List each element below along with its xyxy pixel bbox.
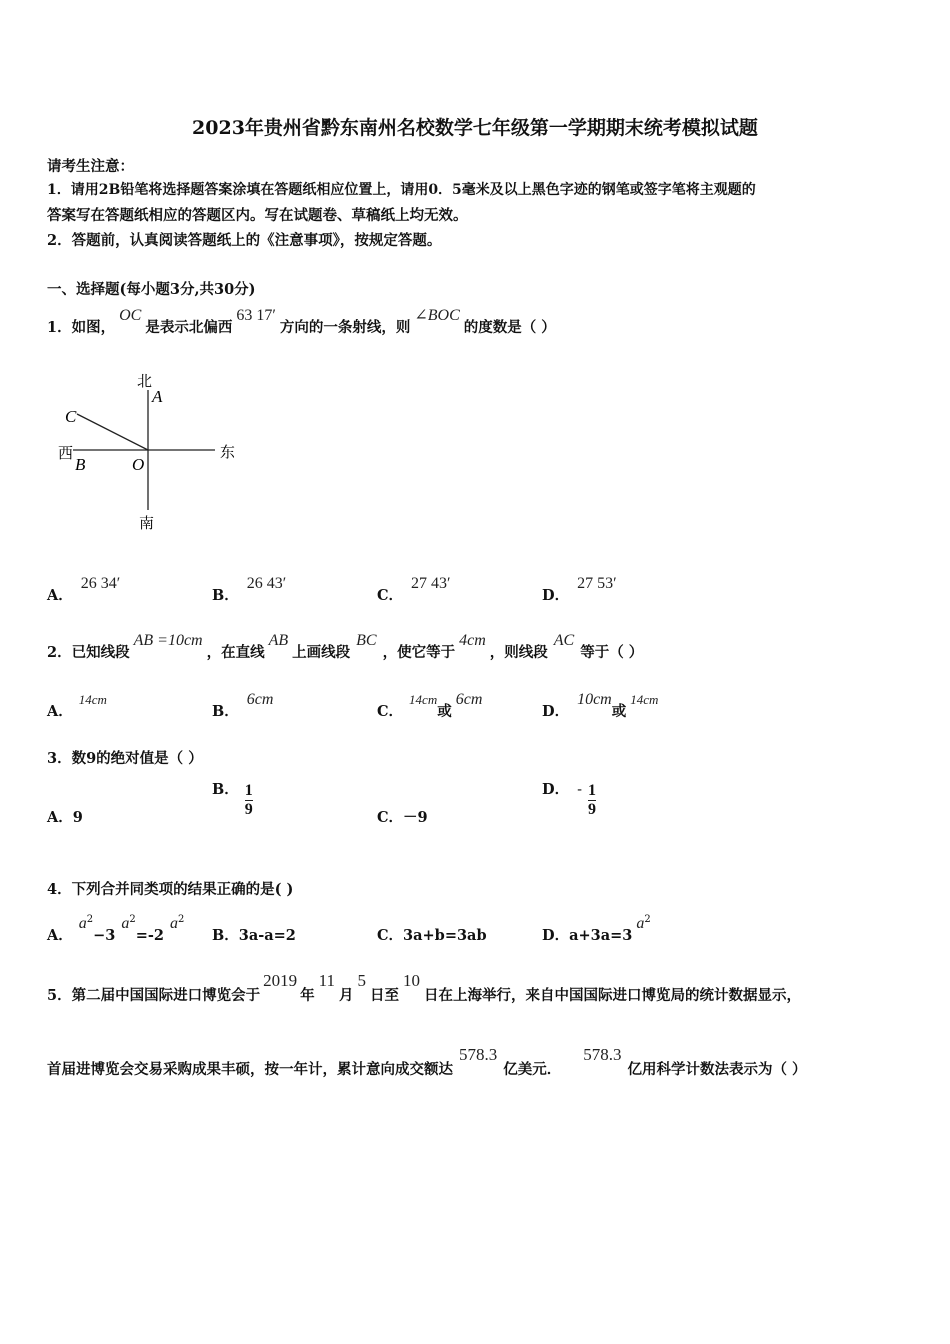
q4-a-exp-1: 2: [86, 914, 94, 926]
q2-option-b[interactable]: [212, 688, 274, 720]
q2-option-b-letter: B．: [212, 703, 239, 720]
q2-math-ab: AB: [268, 632, 289, 649]
q2-t5: 等于（ ）: [580, 644, 644, 661]
page-title: 2023年贵州省黔东南州名校数学七年级第一学期期末统考模拟试题: [192, 117, 758, 139]
q2-t1: ，在直线: [206, 644, 265, 661]
question-5-line-1: [47, 970, 801, 1004]
q3-option-c[interactable]: C．－9: [377, 809, 428, 826]
q2-option-d-letter: D．: [542, 703, 570, 720]
q2-t3: ，使它等于: [382, 644, 456, 661]
q2-option-a-value: 14cm: [78, 692, 107, 707]
question-1-stem: [47, 304, 556, 340]
q1-option-c-value: 27 43′: [411, 575, 451, 592]
section-heading: 一、选择题(每小题3分,共30分): [47, 281, 256, 298]
q1-option-c-letter: C．: [377, 587, 404, 604]
q4-a-mid: −3: [93, 927, 116, 944]
q3-option-d-sign: -: [577, 781, 582, 798]
q5-month: 11: [318, 971, 335, 990]
q5-t2: 月: [338, 987, 354, 1004]
q2-t2: 上画线段: [292, 644, 351, 661]
q1-option-b-value: 26 43′: [246, 575, 287, 592]
q4-d-term: a: [636, 915, 645, 932]
q2-option-d-or: 或: [611, 703, 627, 720]
q5-t4: 日在上海举行，来自中国国际进口博览局的统计数据显示，: [423, 987, 801, 1004]
q5-value-1: 578.3: [459, 1045, 498, 1064]
q2-option-a-letter: A．: [47, 703, 73, 720]
q2-option-c-or: 或: [437, 703, 452, 720]
q1-option-a-letter: A．: [47, 587, 73, 604]
q4-a-term-2: a: [121, 915, 130, 932]
q3-option-b[interactable]: [212, 782, 253, 819]
question-5-line-2: [47, 1044, 807, 1078]
q2-option-d-value2: 14cm: [630, 692, 659, 707]
q1-mid2: 方向的一条射线，则: [279, 319, 411, 336]
q2-option-c-value2: 6cm: [455, 691, 483, 708]
q1-option-d-value: 27 53′: [577, 575, 617, 592]
q1-math-oc: OC: [119, 307, 142, 324]
q5-day-end: 10: [402, 971, 420, 990]
q2-option-d[interactable]: [542, 688, 659, 720]
q5-l2c: 亿用科学计数法表示为（ ）: [627, 1061, 807, 1078]
q5-value-2: 578.3: [583, 1045, 622, 1064]
q4-a-term-1: a: [78, 915, 87, 932]
q4-a-exp-3: 2: [178, 914, 185, 926]
q2-option-b-value: 6cm: [246, 691, 274, 708]
q4-a-term-3: a: [170, 915, 179, 932]
q1-math-angle: 63 17′: [236, 307, 276, 324]
q5-t3: 日至: [369, 987, 399, 1004]
q3-d-numerator: 1: [587, 782, 596, 799]
q1-math-boc: ∠BOC: [414, 307, 460, 324]
q1-option-b-letter: B．: [212, 587, 239, 604]
ray-oc: [77, 414, 148, 450]
q3-option-b-letter: B．: [212, 780, 239, 798]
q2-pre: 2．已知线段: [47, 644, 130, 661]
q2-option-c-letter: C．: [377, 703, 404, 720]
label-south: 南: [139, 514, 155, 532]
q3-b-denominator: 9: [244, 801, 253, 818]
q3-option-d-fraction: [588, 782, 596, 819]
q1-mid1: 是表示北偏西: [145, 319, 233, 336]
q4-option-b[interactable]: B．3a-a=2: [212, 927, 296, 944]
label-a: A: [152, 387, 163, 406]
q3-option-b-fraction: [245, 782, 253, 819]
label-east: 东: [220, 443, 236, 461]
notice-line-1b: 答案写在答题纸相应的答题区内。写在试题卷、草稿纸上均无效。: [47, 207, 468, 224]
q4-a-exp-2: 2: [129, 914, 136, 926]
label-c: C: [65, 407, 77, 426]
q1-pre: 1．如图，: [47, 319, 116, 336]
q4-a-eq: =-2: [135, 927, 165, 944]
compass-figure: [55, 368, 245, 538]
q1-option-a-value: 26 34′: [80, 575, 121, 592]
question-4-stem: 4．下列合并同类项的结果正确的是( ): [47, 881, 294, 898]
q4-option-d-text: D．a+3a=3: [542, 927, 633, 944]
q5-year: 2019: [263, 971, 298, 990]
q3-option-a[interactable]: A．9: [47, 809, 83, 826]
q1-post: 的度数是（ ）: [463, 319, 556, 336]
q4-option-d[interactable]: [542, 912, 651, 944]
q1-option-c[interactable]: [377, 572, 451, 604]
label-o: O: [132, 455, 145, 474]
q4-option-a-letter: A．: [47, 927, 73, 944]
label-north: 北: [137, 372, 153, 390]
q1-option-d-letter: D．: [542, 587, 570, 604]
q1-option-b[interactable]: [212, 572, 287, 604]
label-b: B: [75, 455, 86, 474]
q5-t1: 年: [300, 987, 315, 1004]
q5-l2b: 亿美元．: [503, 1061, 562, 1078]
notice-line-2: 2．答题前，认真阅读答题纸上的《注意事项》，按规定答题。: [47, 232, 442, 249]
q2-t4: ，则线段: [489, 644, 548, 661]
label-west: 西: [58, 444, 74, 462]
q1-option-a[interactable]: [47, 572, 121, 604]
question-3-stem: 3．数9的绝对值是（ ）: [47, 750, 203, 767]
q2-option-a[interactable]: [47, 688, 107, 720]
question-2-stem: [47, 629, 644, 661]
q4-option-c[interactable]: C．3a+b=3ab: [377, 927, 487, 944]
q4-d-exp: 2: [644, 914, 651, 926]
notice-line-1: 1．请用2B铅笔将选择题答案涂填在答题纸相应位置上，请用0．5毫米及以上黑色字迹的钢笔或签字笔将主观题的: [47, 182, 756, 198]
q1-option-d[interactable]: [542, 572, 617, 604]
q2-option-d-value: 10cm: [577, 691, 612, 708]
q3-b-numerator: 1: [244, 782, 253, 799]
q2-math-ab-len: AB =10cm: [133, 632, 203, 649]
q5-pre: 5．第二届中国国际进口博览会于: [47, 987, 261, 1004]
q4-option-a[interactable]: [47, 912, 185, 944]
q3-option-d-letter: D．: [542, 780, 570, 798]
q3-d-denominator: 9: [587, 801, 596, 818]
q2-math-ac: AC: [553, 632, 575, 649]
q2-option-c[interactable]: [377, 688, 483, 720]
q2-math-4cm: 4cm: [459, 632, 486, 649]
q2-option-c-value: 14cm: [409, 692, 438, 707]
q5-l2a: 首届进博览会交易采购成果丰硕，按一年计，累计意向成交额达: [47, 1061, 453, 1078]
q2-math-bc: BC: [356, 632, 377, 649]
q5-day-start: 5: [357, 971, 366, 990]
notice-heading: 请考生注意：: [47, 158, 134, 175]
q3-option-d[interactable]: [542, 782, 596, 819]
